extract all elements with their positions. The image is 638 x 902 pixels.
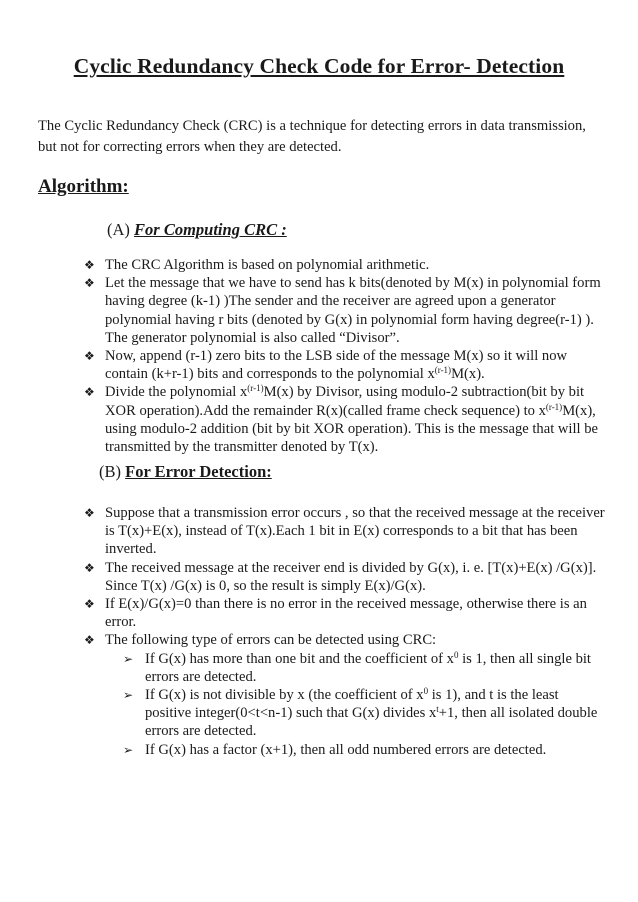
section-b-heading — [99, 462, 272, 482]
section-b-title: For Error Detection: — [125, 462, 272, 481]
arrow-bullet-icon: ➢ — [123, 742, 134, 757]
sublist-item: ➢ If G(x) is not divisible by x (the coefficient of $x^0$ is 1), and t is the least positive integer(0<t<n-1) such that G(x) divides $x^t+1$, then all isolated double errors are detected. — [123, 686, 598, 740]
diamond-bullet-icon: ❖ — [84, 349, 95, 364]
section-b-list — [72, 504, 606, 759]
list-item: ❖ Now, append (r-1) zero bits to the LSB side of the message M(x) so it will now contain (k+r-1) bits and corresponds to the polynomial $x^{(r-1)}M(x)$. — [84, 348, 568, 383]
document-title: Cyclic Redundancy Check Code for Error- Detection — [73, 54, 565, 78]
list-item: ❖ The CRC Algorithm is based on polynomial arithmetic. — [84, 257, 430, 273]
list-item: ❖ Divide the polynomial $x^{(r-1)}M(x)$ by Divisor, using modulo-2 subtraction(bit by bit XOR operation).Add the remainder R(x)(called frame check sequence) to $x^{(r-1)}M(x)$, using modulo-2 addition (bit by bit XOR operation). This is the message that will be transmitted by the transmitter denoted by T(x). — [84, 383, 599, 456]
diamond-bullet-icon: ❖ — [84, 506, 95, 520]
diamond-bullet-icon: ❖ — [84, 276, 95, 291]
diamond-bullet-icon: ❖ — [84, 560, 95, 575]
section-a-heading — [107, 220, 287, 240]
diamond-bullet-icon: ❖ — [84, 597, 95, 612]
arrow-bullet-icon: ➢ — [123, 651, 134, 666]
arrow-bullet-icon: ➢ — [123, 688, 134, 703]
section-b-prefix: (B) — [99, 462, 121, 481]
list-item: ❖ The following type of errors can be detected using CRC: ➢ If G(x) has more than one bit and the coefficient of $x^0$ is 1, then all single bit errors are detected. ➢ If G(x) is not divisible by x (the coefficient of $x^0$ is 1), and t is the least positive integer(0<t<n-1) such that G(x) divides $x^t+1$, then all isolated double errors are detected. ➢ If G(x) has a factor (x+1), then all odd numbered errors are detected. — [72, 631, 606, 758]
diamond-bullet-icon: ❖ — [84, 385, 95, 400]
list-item: ❖ Suppose that a transmission error occurs , so that the received message at the receiver is T(x)+E(x), instead of T(x).Each 1 bit in E(x) corresponds to a bit that has been inverted. — [84, 505, 605, 558]
sublist-item: ➢ If G(x) has a factor (x+1), then all odd numbered errors are detected. — [123, 741, 547, 758]
section-a-list — [72, 256, 606, 456]
intro-paragraph: The Cyclic Redundancy Check (CRC) is a technique for detecting errors in data transmission, but not for correcting errors when they are detected. — [38, 118, 586, 155]
diamond-bullet-icon: ❖ — [84, 258, 95, 272]
sublist-item: ➢ If G(x) has more than one bit and the coefficient of $x^0$ is 1, then all single bit errors are detected. — [123, 649, 591, 685]
section-a-prefix: (A) — [107, 220, 130, 239]
algorithm-heading: Algorithm: — [38, 176, 129, 197]
section-a-title: For Computing CRC : — [134, 220, 287, 239]
list-item: ❖ If E(x)/G(x)=0 than there is no error in the received message, otherwise there is an error. — [84, 596, 587, 631]
diamond-bullet-icon: ❖ — [84, 633, 95, 648]
list-item: ❖ The received message at the receiver end is divided by G(x), i. e. [T(x)+E(x) /G(x)]. Since T(x) /G(x) is 0, so the result is simply E(x)/G(x). — [84, 559, 597, 594]
list-item: ❖ Let the message that we have to send has k bits(denoted by M(x) in polynomial form having degree (k-1) )The sender and the receiver are agreed upon a generator polynomial having r bits (denoted by G(x) in polynomial form having degree(r-1) ). The generator polynomial is also called “Divisor”. — [84, 275, 601, 346]
error-types-sublist — [105, 650, 606, 759]
